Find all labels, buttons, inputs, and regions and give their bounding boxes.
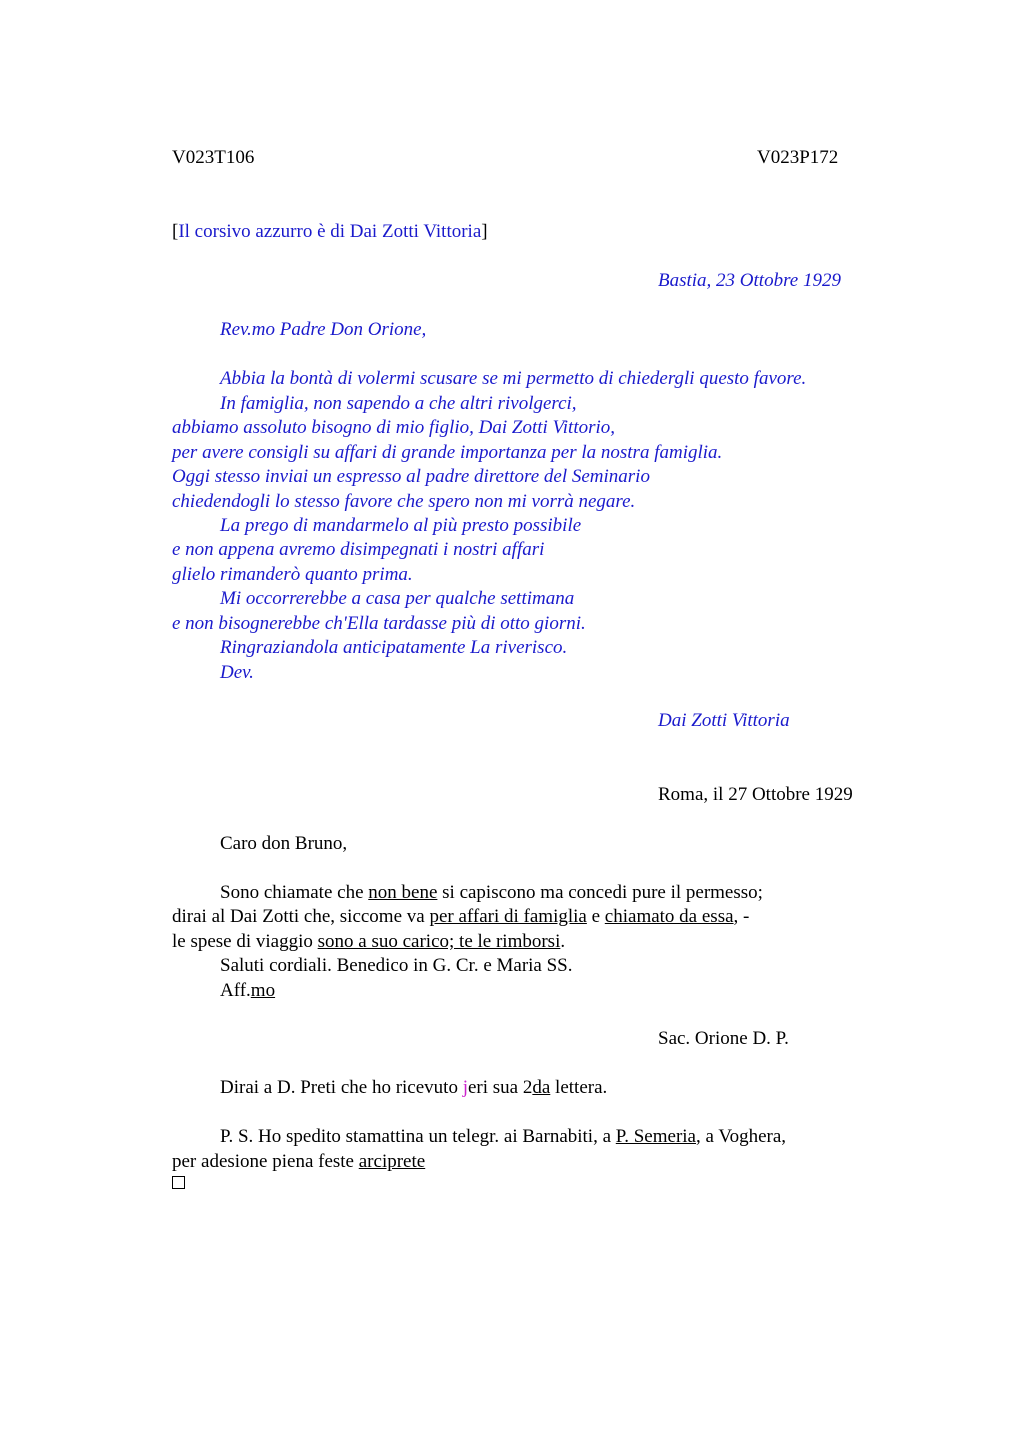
underlined-text: non bene bbox=[368, 882, 438, 903]
letter2-greeting: Saluti cordiali. Benedico in G. Cr. e Maria SS. bbox=[220, 955, 573, 976]
letter1-body-line: La prego di mandarmelo al più presto possibile bbox=[220, 515, 582, 536]
text-run: Dirai a D. Preti che ho ricevuto bbox=[220, 1077, 463, 1098]
letter2-note bbox=[220, 1076, 607, 1100]
underlined-text: mo bbox=[250, 980, 276, 1001]
letter1-body-line: Mi occorrerebbe a casa per qualche settimana bbox=[220, 588, 575, 609]
letter1-body-line: Oggi stesso inviai un espresso al padre direttore del Seminario bbox=[172, 466, 650, 487]
end-box-icon bbox=[172, 1176, 185, 1189]
letter1-body-line: Abbia la bontà di volermi scusare se mi permetto di chiedergli questo favore. bbox=[220, 368, 807, 389]
letter1-signature: Dai Zotti Vittoria bbox=[658, 710, 790, 731]
letter2-signature: Sac. Orione D. P. bbox=[658, 1028, 789, 1049]
letter2-salutation: Caro don Bruno, bbox=[220, 833, 348, 854]
note-open-bracket: [ bbox=[172, 221, 179, 242]
letter1-body-line: Ringraziandola anticipatamente La riverisco. bbox=[220, 637, 568, 658]
text-run: si capiscono ma concedi pure il permesso; bbox=[437, 882, 763, 903]
letter2-closing bbox=[220, 979, 275, 1003]
letter2-place-date: Roma, il 27 Ottobre 1929 bbox=[658, 784, 853, 805]
underlined-text: per affari di famiglia bbox=[429, 906, 587, 927]
header-right-code: V023P172 bbox=[757, 147, 839, 168]
text-run: P. S. Ho spedito stamattina un telegr. ai Barnabiti, a bbox=[220, 1126, 616, 1147]
text-run: lettera. bbox=[550, 1077, 608, 1098]
note-text: Il corsivo azzurro è di Dai Zotti Vittoria bbox=[178, 221, 482, 242]
letter1-body-line: per avere consigli su affari di grande importanza per la nostra famiglia. bbox=[172, 442, 723, 463]
text-run: , - bbox=[733, 906, 750, 927]
text-run: e bbox=[586, 906, 605, 927]
letter1-closing: Dev. bbox=[220, 662, 254, 683]
text-run: eri sua 2 bbox=[467, 1077, 533, 1098]
letter1-body-line: glielo rimanderò quanto prima. bbox=[172, 564, 413, 585]
letter1-salutation: Rev.mo Padre Don Orione, bbox=[220, 319, 427, 340]
letter1-body-line: e non appena avremo disimpegnati i nostri affari bbox=[172, 539, 545, 560]
letter2-postscript bbox=[220, 1125, 786, 1149]
letter2-body-line bbox=[172, 905, 749, 929]
letter1-body-line: e non bisognerebbe ch'Ella tardasse più di otto giorni. bbox=[172, 613, 586, 634]
magenta-letter: j bbox=[462, 1077, 468, 1098]
letter1-body-line: chiedendogli lo stesso favore che spero non mi vorrà negare. bbox=[172, 491, 636, 512]
text-run: dirai al Dai Zotti che, siccome va bbox=[172, 906, 430, 927]
letter1-place-date: Bastia, 23 Ottobre 1929 bbox=[658, 270, 841, 291]
letter2-postscript-cont bbox=[172, 1150, 425, 1174]
text-run: per adesione piena feste bbox=[172, 1151, 359, 1172]
text-run: . bbox=[560, 931, 566, 952]
underlined-text: da bbox=[532, 1077, 551, 1098]
letter2-body-line bbox=[172, 930, 565, 954]
letter2-body-line bbox=[220, 881, 763, 905]
note-close-bracket: ] bbox=[481, 221, 488, 242]
underlined-text: arciprete bbox=[358, 1151, 426, 1172]
letter1-body-line: abbiamo assoluto bisogno di mio figlio, Dai Zotti Vittorio, bbox=[172, 417, 616, 438]
underlined-text: chiamato da essa bbox=[604, 906, 734, 927]
text-run: Sono chiamate che bbox=[220, 882, 369, 903]
header-left-code: V023T106 bbox=[172, 147, 255, 168]
letter1-body-line: In famiglia, non sapendo a che altri rivolgerci, bbox=[220, 393, 577, 414]
editorial-note bbox=[172, 220, 488, 244]
text-run: le spese di viaggio bbox=[172, 931, 318, 952]
text-run: Aff. bbox=[220, 980, 251, 1001]
text-run: , a Voghera, bbox=[696, 1126, 787, 1147]
underlined-text: P. Semeria bbox=[615, 1126, 696, 1147]
underlined-text: sono a suo carico; te le rimborsi bbox=[317, 931, 561, 952]
